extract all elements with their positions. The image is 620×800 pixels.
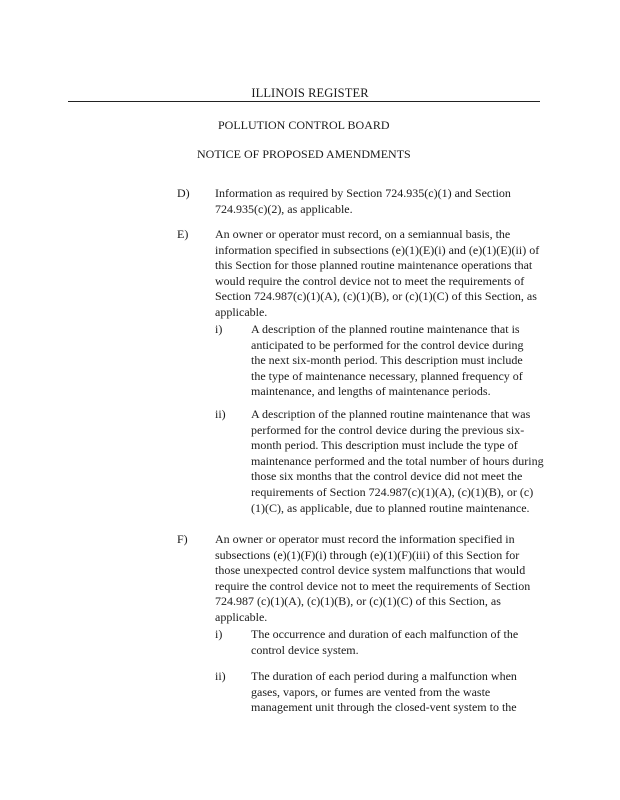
item-e-i-label: i) — [215, 322, 223, 336]
register-title: ILLINOIS REGISTER — [251, 86, 369, 100]
item-d-label: D) — [177, 186, 190, 200]
board-name: POLLUTION CONTROL BOARD — [218, 118, 390, 132]
item-e-text: An owner or operator must record, on a semiannual basis, the information specified in subsections (e)(1)(E)(i) and (e)(1)(E)(ii) of this Section for those planned routine maintenance operations that would require the control device not to meet the requirements of Section 724.987(c)(1)(A), (c)(1)(B), or (c)(1)(C) of this Section, as applicable. — [215, 227, 540, 319]
item-e-ii-label: ii) — [215, 407, 226, 421]
item-e-i-text: A description of the planned routine maintenance that is anticipated to be performed for the control device during the next six-month period. This description must include the type of maintenance necessary, planned frequency of maintenance, and lengths of maintenance periods. — [251, 322, 524, 399]
item-f-ii-text: The duration of each period during a malfunction when gases, vapors, or fumes are vented from the waste management unit through the closed-vent system to the — [251, 669, 517, 715]
item-d-text: Information as required by Section 724.935(c)(1) and Section 724.935(c)(2), as applicable. — [215, 186, 511, 216]
item-e-label: E) — [177, 227, 189, 241]
item-e-ii-text: A description of the planned routine maintenance that was performed for the control device during the previous six-month period. This description must include the type of maintenance performed and the total number of hours during those six months that the control device did not meet the requirements of Section 724.987(c)(1)(A), (c)(1)(B), or (c)(1)(C), as applicable, due to planned routine maintenance. — [251, 407, 544, 515]
item-f-label: F) — [177, 532, 188, 546]
item-f-i-label: i) — [215, 627, 223, 641]
item-f-i-text: The occurrence and duration of each malfunction of the control device system. — [251, 627, 519, 657]
item-f-ii-label: ii) — [215, 669, 226, 683]
item-f-text: An owner or operator must record the information specified in subsections (e)(1)(F)(i) through (e)(1)(F)(iii) of this Section for those unexpected control device system malfunctions that would require the control device not to meet the requirements of Section 724.987 (c)(1)(A), (c)(1)(B), or (c)(1)(C) of this Section, as applicable. — [215, 532, 531, 624]
header-divider — [68, 101, 540, 102]
notice-title: NOTICE OF PROPOSED AMENDMENTS — [197, 147, 411, 161]
